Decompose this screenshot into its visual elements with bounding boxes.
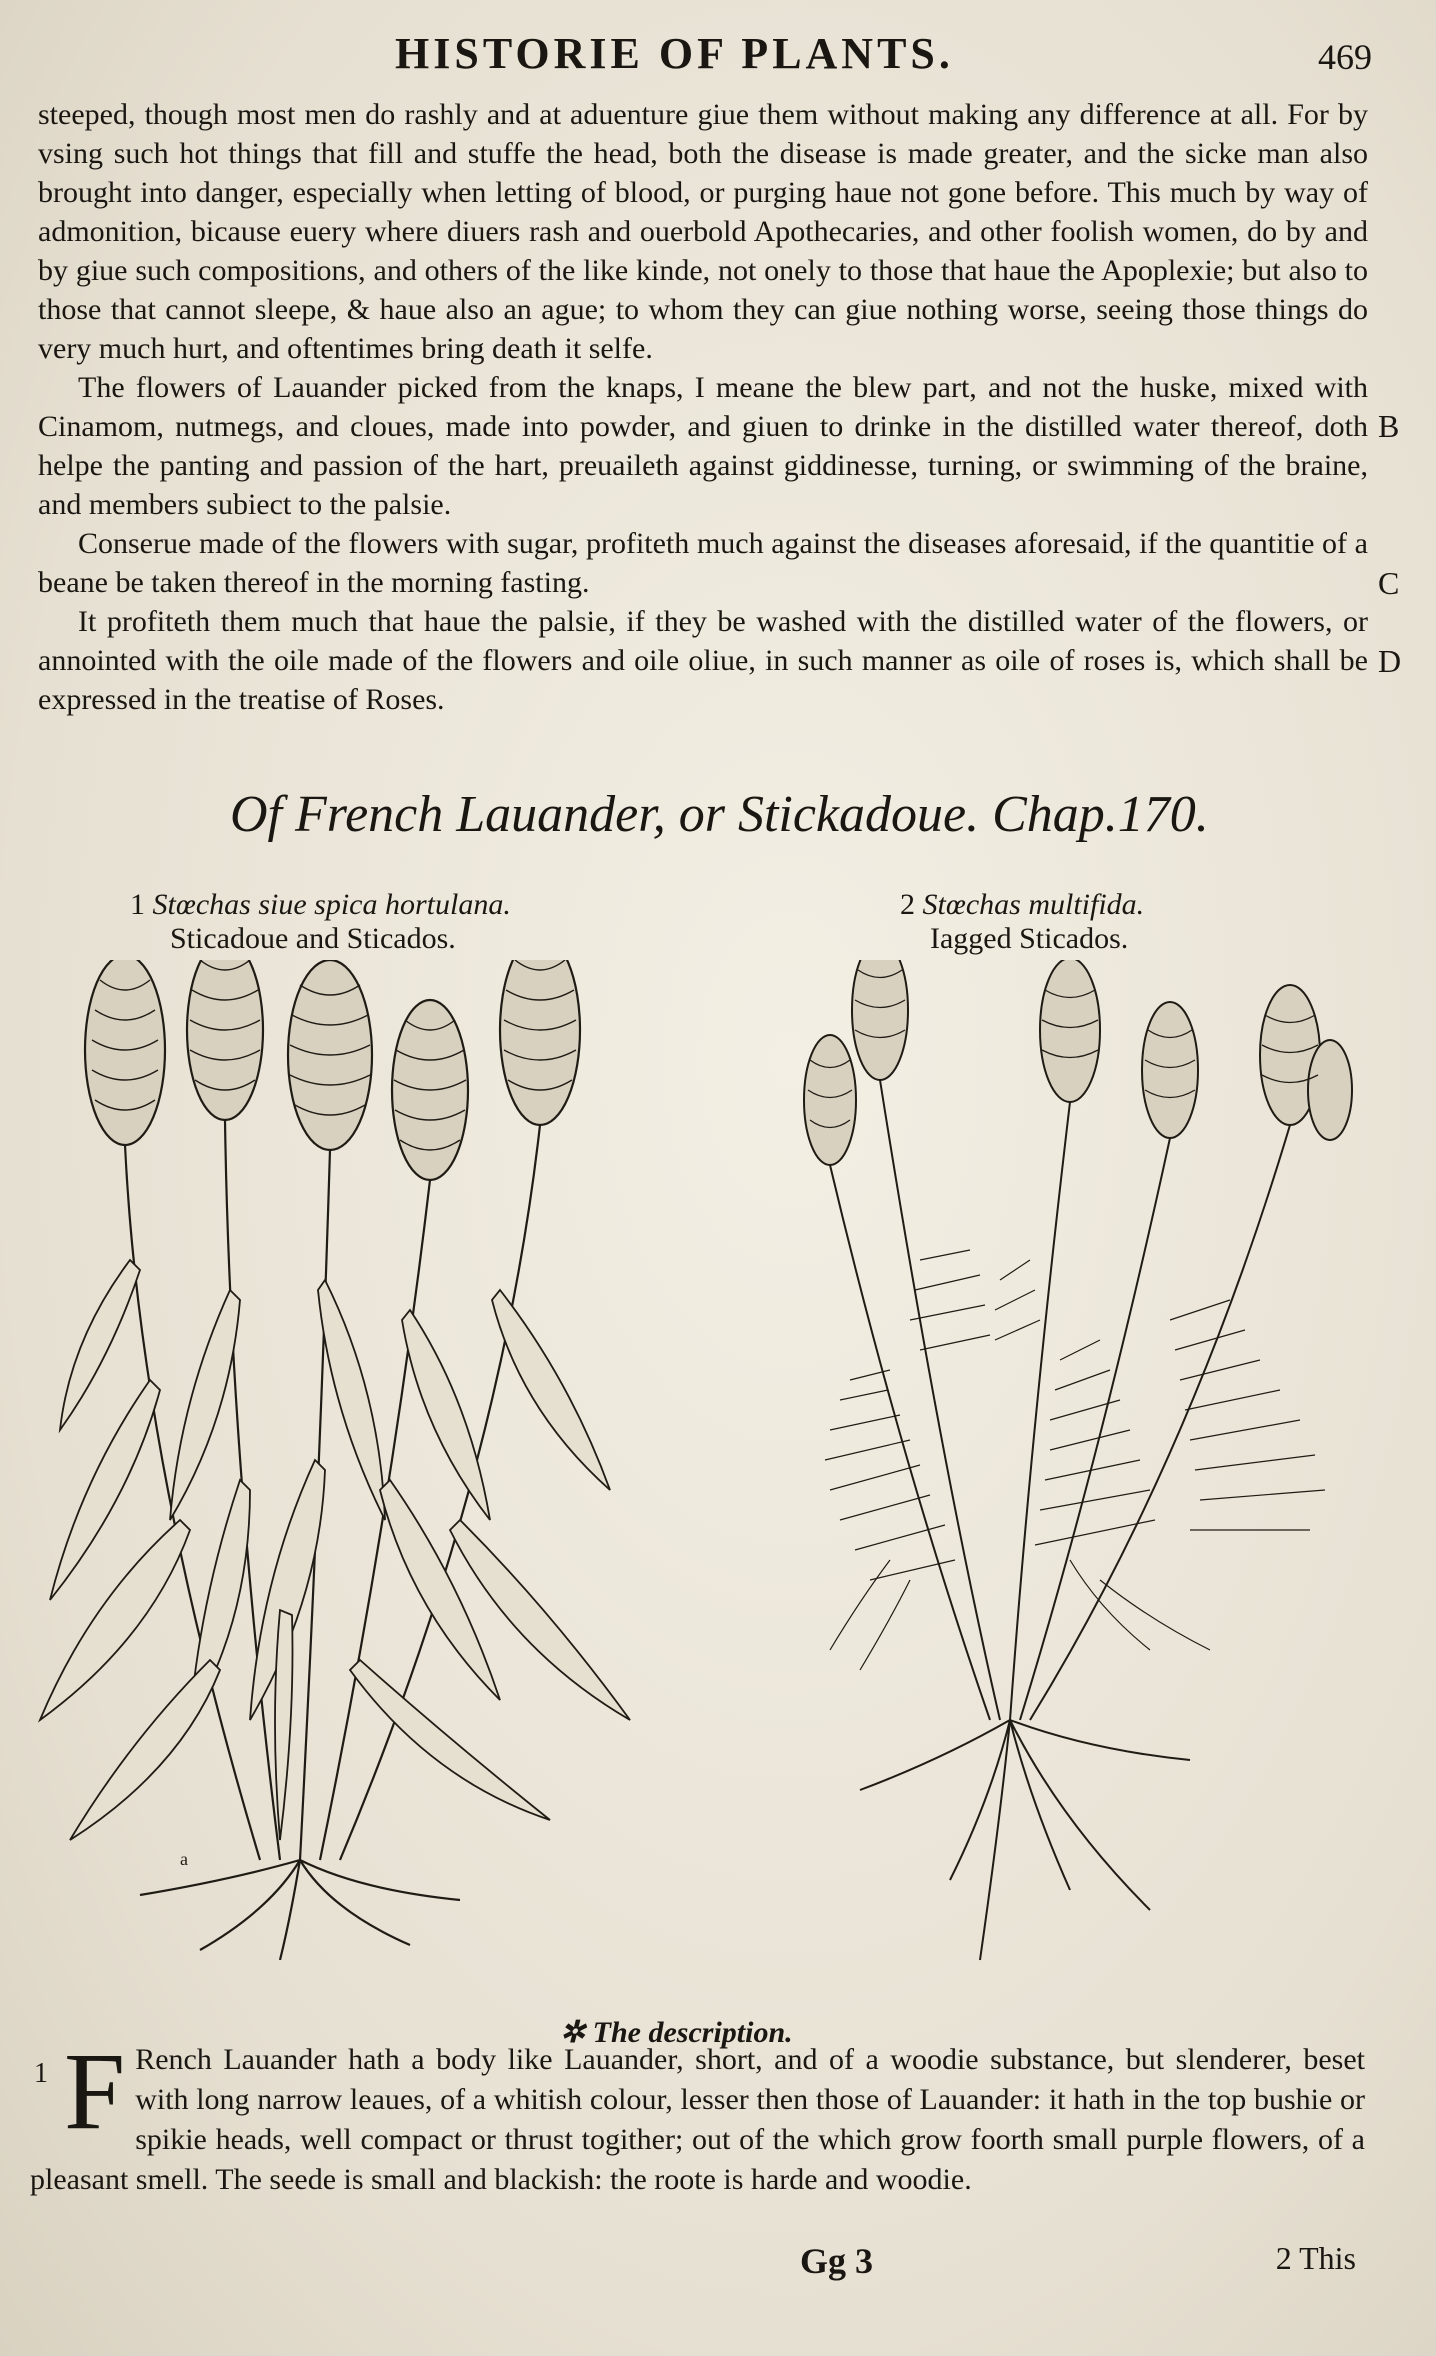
- description-text: Rench Lauander hath a body like Lauander, short, and of a woodie substance, but slenderer, beset with long narrow leaues, of a whitish colour, lesser then those of Lauander: it hath in the top bushie or spikie heads, well compact or thrust togither; out of the which grow foorth small purple flowers, of a pleasant smell. The seede is small and blackish: the roote is harde and woodie.: [30, 2043, 1365, 2196]
- drop-cap: F: [64, 2030, 126, 2152]
- figure-caption-2: [900, 888, 1144, 956]
- jagged-sticados-woodcut-illustration: [770, 960, 1370, 1970]
- paragraph: steeped, though most men do rashly and at aduenture giue them without making any difference at all. For by vsing such hot things that fill and stuffe the head, both the disease is made greater, and the sicke man also brought into danger, especially when letting of blood, or purging haue not gone before. This much by way of admonition, bicause euery where diuers rash and ouerbold Apothecaries, and other foolish women, do by and by giue such compositions, and others of the like kinde, not onely to those that haue the Apoplexie; but also to those that cannot sleepe, & haue also an ague; to whom they can giue nothing worse, seeing those things do very much hurt, and oftentimes bring death it selfe.: [38, 98, 1368, 365]
- running-title: HISTORIE OF PLANTS.: [395, 29, 954, 78]
- description-heading: ✲ The description.: [560, 2016, 793, 2049]
- margin-letter-c: C: [1378, 565, 1400, 601]
- figure-number: 2: [900, 888, 915, 921]
- paragraph: The flowers of Lauander picked from the knaps, I meane the blew part, and not the huske, mixed with Cinamom, nutmegs, and cloues, made into powder, and giuen to drinke in the distilled water thereof, doth helpe the panting and passion of the hart, preuaileth against giddinesse, turning, or swimming of the braine, and members subiect to the palsie.: [38, 371, 1368, 521]
- page-header: [0, 28, 1436, 88]
- svg-text:a: a: [180, 1849, 188, 1869]
- figure-number: 1: [130, 888, 145, 921]
- page-number: 469: [1318, 37, 1372, 77]
- figure-caption-1: [130, 888, 511, 956]
- paragraph: Conserue made of the flowers with sugar, profiteth much against the diseases aforesaid, if the quantitie of a beane be taken thereof in the morning fasting.: [38, 527, 1368, 599]
- figure-english-name: Iagged Sticados.: [930, 922, 1129, 955]
- signature-mark: Gg 3: [800, 2241, 874, 2281]
- figure-english-name: Sticadoue and Sticados.: [170, 922, 456, 955]
- figure-latin-name: Stœchas siue spica hortulana.: [152, 888, 511, 921]
- description-marker: 1: [34, 2058, 48, 2089]
- figure-latin-name: Stœchas multifida.: [922, 888, 1145, 921]
- margin-letter-d: D: [1378, 643, 1402, 679]
- lavender-woodcut-illustration: [30, 960, 670, 1960]
- body-text: [38, 95, 1368, 719]
- chapter-title: Of French Lauander, or Stickadoue. Chap.170.: [230, 786, 1209, 843]
- margin-letter-b: B: [1378, 408, 1400, 444]
- paragraph: It profiteth them much that haue the palsie, if they be washed with the distilled water of the flowers, or annointed with the oile made of the flowers and oile oliue, in such manner as oile of roses is, which shall be expressed in the treatise of Roses.: [38, 605, 1368, 716]
- catchword: 2 This: [1275, 2240, 1356, 2276]
